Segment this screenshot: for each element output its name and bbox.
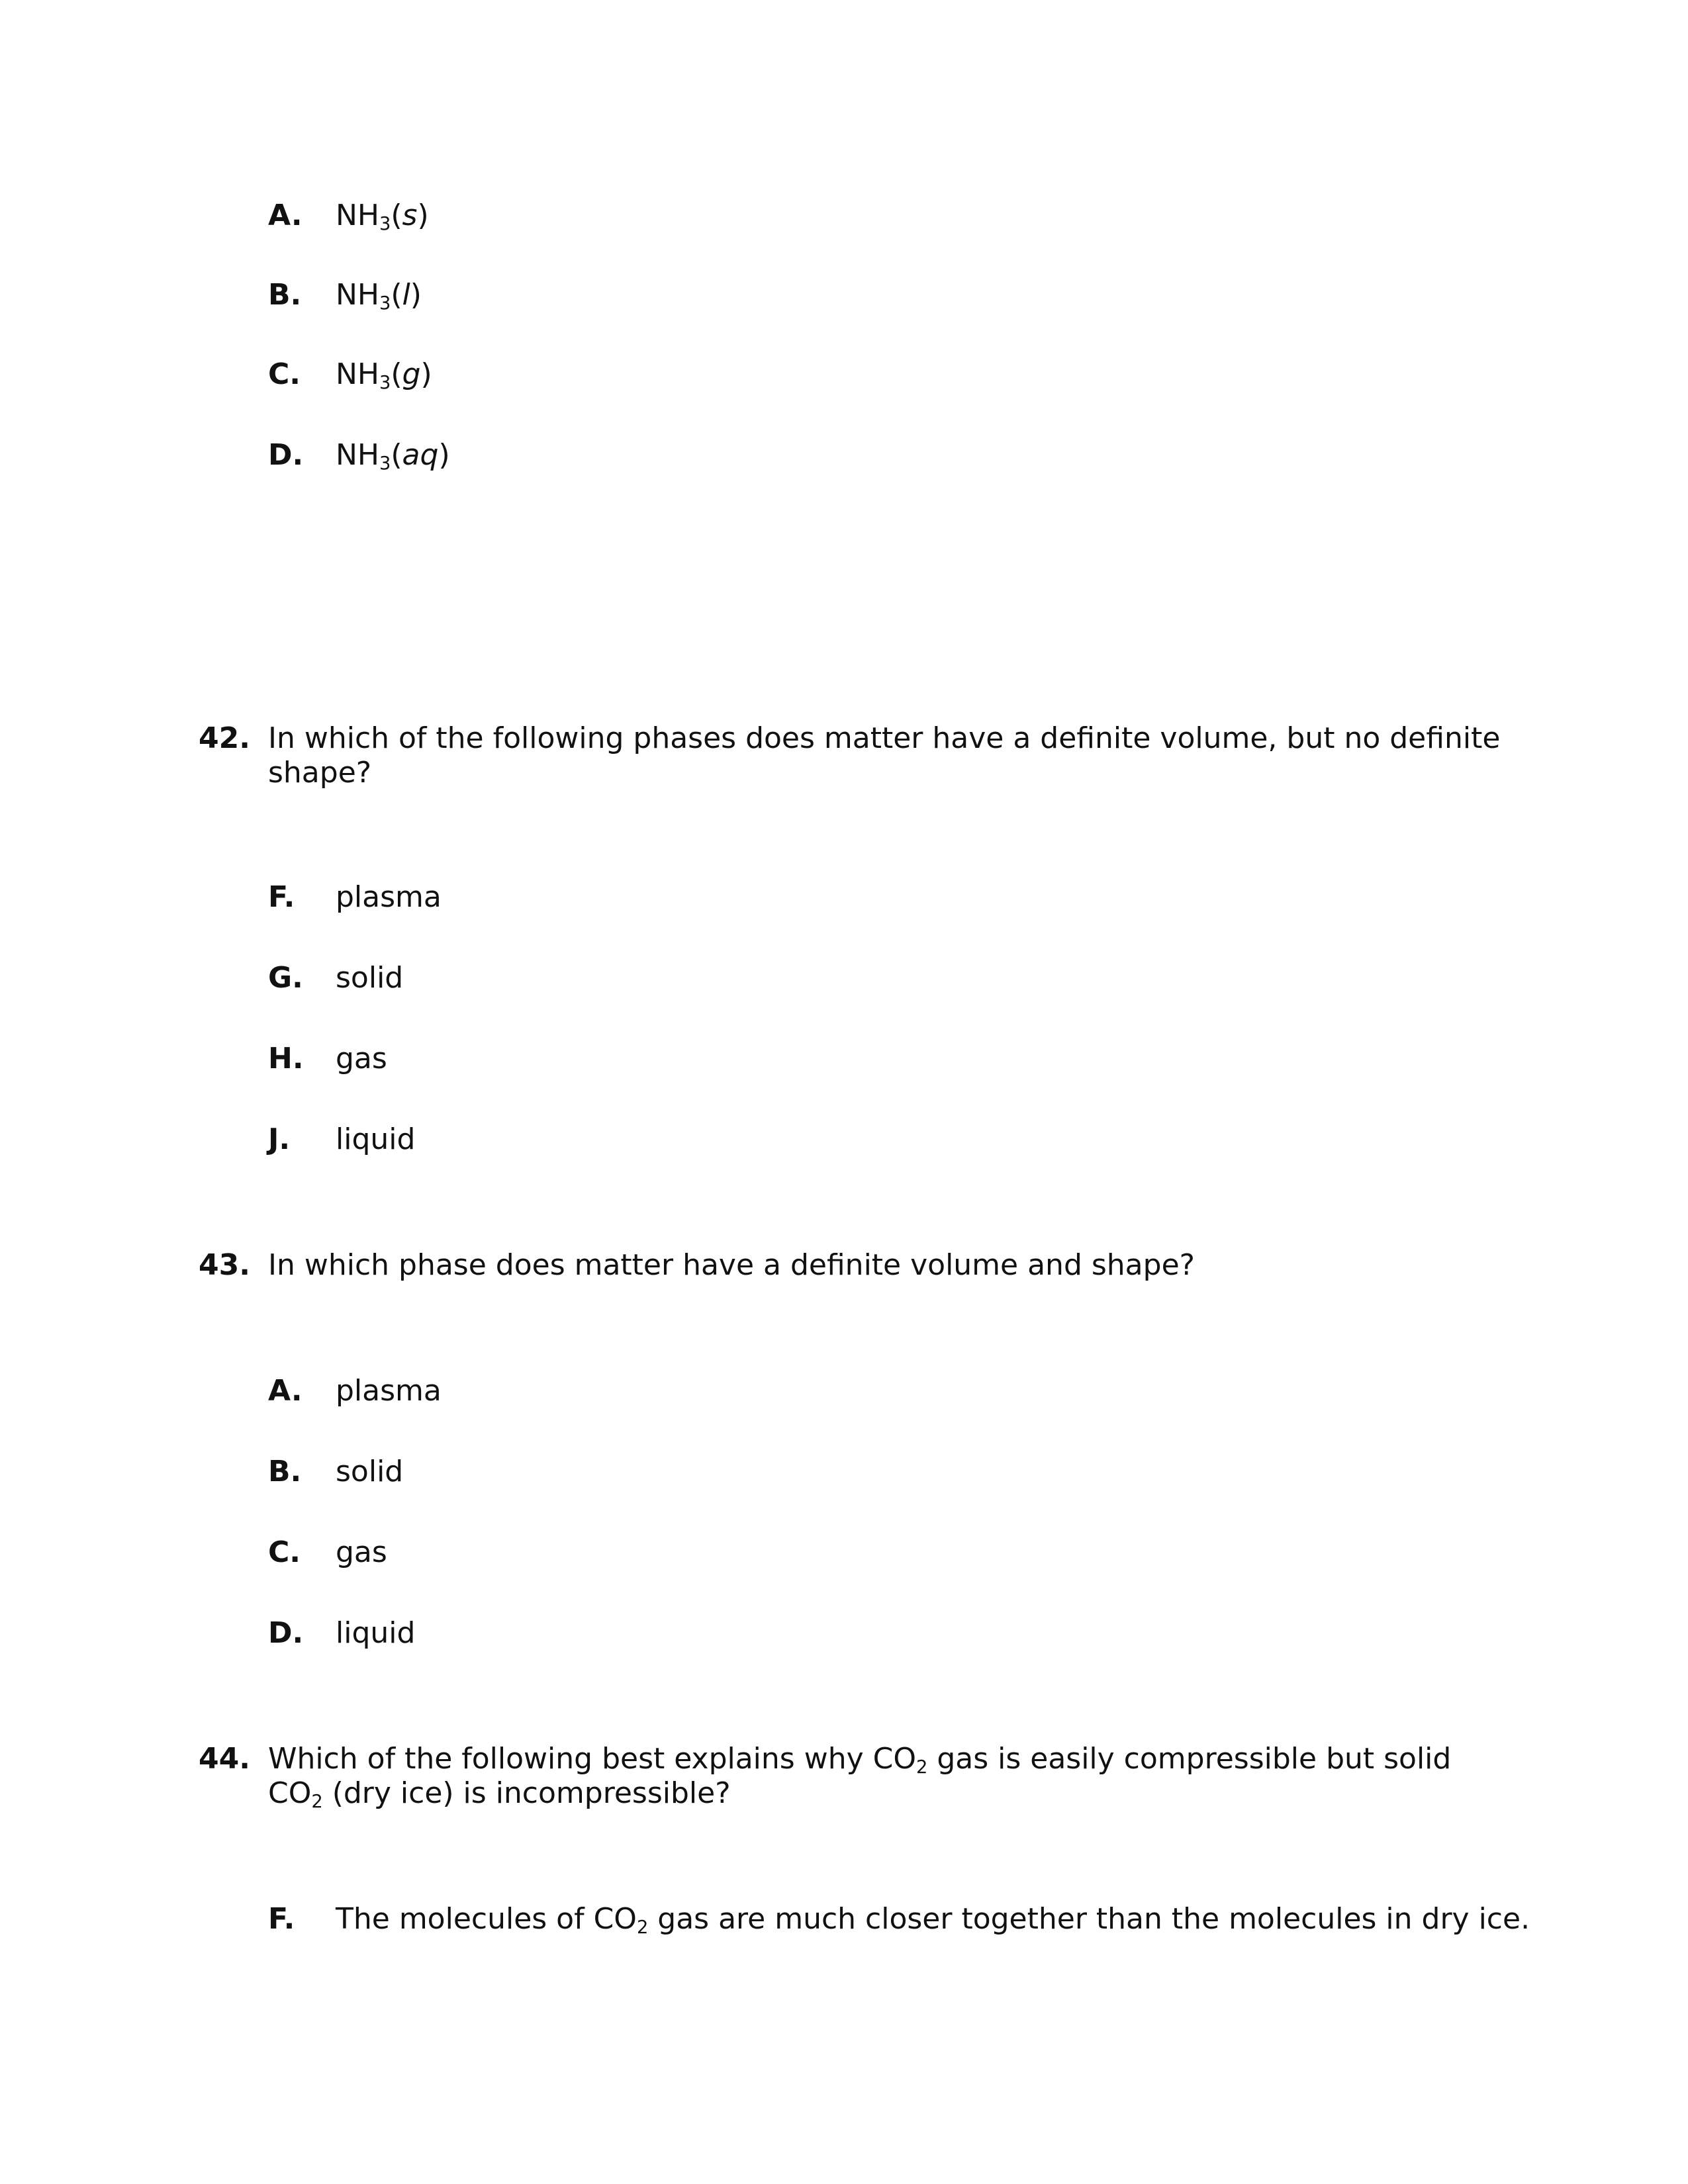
question-43	[199, 1248, 1523, 1283]
option-text: plasma	[336, 1374, 442, 1408]
option-letter: F.	[268, 880, 295, 914]
q43-option-b[interactable]	[268, 1453, 403, 1490]
question-text: In which phase does matter have a definite volume and shape?	[268, 1248, 1195, 1282]
option-letter: G.	[268, 961, 303, 995]
q42-option-j[interactable]	[268, 1121, 415, 1158]
option-letter: H.	[268, 1042, 304, 1075]
question-number: 42.	[199, 721, 250, 755]
option-letter: B.	[268, 1455, 302, 1488]
q43-option-a[interactable]	[268, 1373, 442, 1410]
q43-option-d[interactable]	[268, 1615, 415, 1652]
option-letter: A.	[268, 1374, 303, 1408]
question-text: In which of the following phases does matter have a definite volume, but no definite shape?	[268, 721, 1501, 790]
q41-option-b[interactable]	[268, 277, 422, 314]
option-letter: F.	[268, 1902, 295, 1936]
option-letter: J.	[268, 1122, 291, 1156]
option-text: gas	[336, 1042, 387, 1075]
option-formula: $NH_3(l)$	[336, 278, 422, 314]
option-text: solid	[336, 961, 404, 995]
option-letter: D.	[268, 1616, 304, 1650]
q41-option-a[interactable]	[268, 197, 429, 234]
question-text: Which of the following best explains why $CO_2$ gas is easily compressible but solid $CO_2$ (dry ice) is incompressible?	[268, 1742, 1452, 1812]
question-44	[199, 1742, 1523, 1811]
q44-option-f[interactable]	[268, 1901, 1530, 1938]
q42-option-f[interactable]	[268, 879, 442, 916]
option-formula: $NH_3(g)$	[336, 357, 432, 393]
option-formula: $NH_3(s)$	[336, 199, 429, 234]
q41-option-c[interactable]	[268, 356, 432, 393]
question-number: 44.	[199, 1742, 250, 1776]
question-42	[199, 721, 1523, 790]
option-text: liquid	[336, 1122, 416, 1156]
option-formula: $NH_3(aq)$	[336, 438, 450, 474]
option-text: gas	[336, 1535, 387, 1569]
option-letter: C.	[268, 1535, 301, 1569]
option-letter: A.	[268, 199, 303, 232]
option-text: solid	[336, 1455, 404, 1488]
option-text: plasma	[336, 880, 442, 914]
option-letter: D.	[268, 438, 304, 472]
option-text: The molecules of $CO_2$ gas are much closer together than the molecules in dry ice.	[336, 1902, 1530, 1938]
option-letter: B.	[268, 278, 302, 312]
q41-option-d[interactable]	[268, 437, 450, 474]
q42-option-h[interactable]	[268, 1040, 387, 1077]
q42-option-g[interactable]	[268, 960, 403, 997]
option-text: liquid	[336, 1616, 416, 1650]
q43-option-c[interactable]	[268, 1534, 387, 1571]
question-number: 43.	[199, 1248, 250, 1282]
option-letter: C.	[268, 357, 301, 391]
